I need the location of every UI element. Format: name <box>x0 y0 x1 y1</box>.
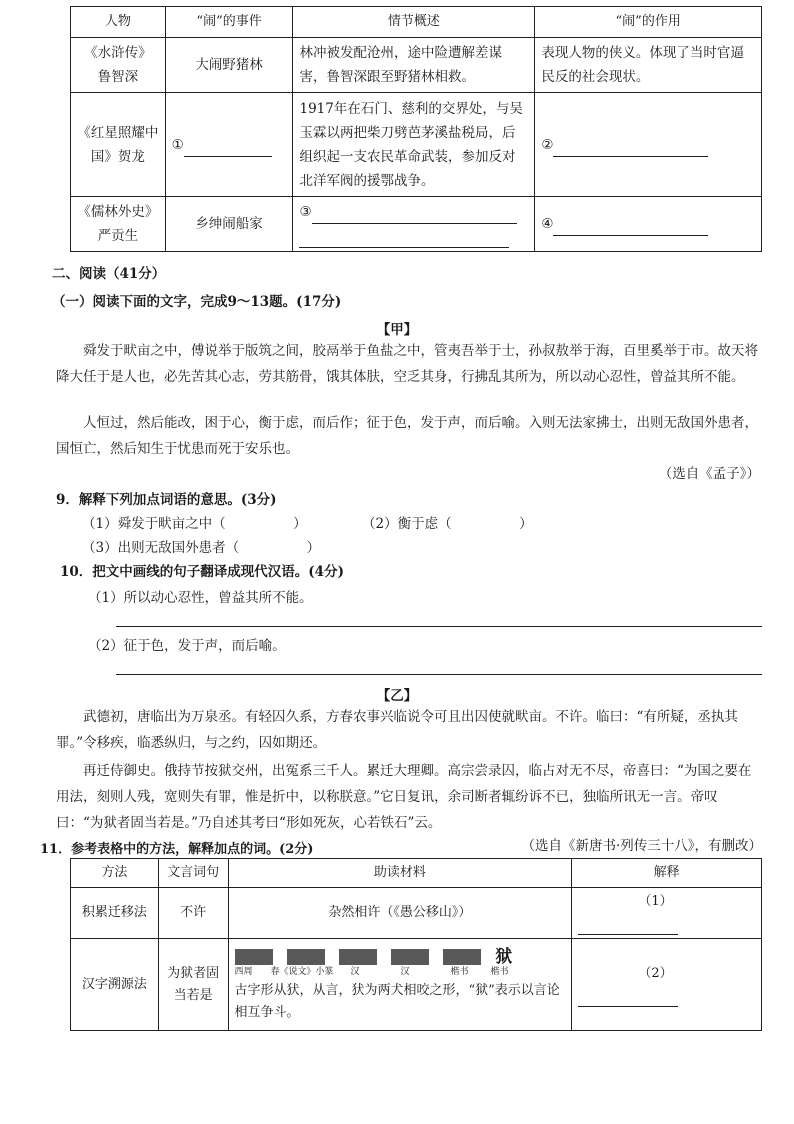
question-10-b: （2）征于色，发于声，而后喻。 <box>88 638 286 654</box>
question-9-c: （3）出则无敌国外患者（ ） <box>82 540 321 556</box>
effect-cell: 表现人物的侠义。体现了当时官逼民反的社会现状。 <box>535 38 762 93</box>
yi-p1-text: 武德初，唐临出为万泉丞。有轻囚久系，方春农事兴临说令可且出囚使就畎亩。不许。临曰：“有所疑，丞执其罪。”令移疾，临悉纵归，与之约，囚如期还。 <box>56 709 738 751</box>
answer-cell <box>572 888 762 939</box>
event-cell <box>165 93 293 197</box>
table-row <box>71 38 762 93</box>
answer-blank-3b[interactable] <box>299 233 509 248</box>
method-cell: 汉字溯源法 <box>71 939 159 1031</box>
answer-label: （2） <box>638 965 673 981</box>
summary-cell <box>293 197 535 252</box>
yi-title: 【乙】 <box>376 688 418 704</box>
header-cell: 解释 <box>572 859 762 888</box>
glyph-image <box>391 949 429 965</box>
glyph-labels: 西周 春《说文》小篆 汉 汉 楷书 楷书 <box>234 966 509 977</box>
person-cell: 《儒林外史》 严贡生 <box>71 197 166 252</box>
material-cell <box>228 939 572 1031</box>
table-header-row <box>71 7 762 38</box>
question-9-stem: 9．解释下列加点词语的意思。(3分) <box>56 492 277 508</box>
yi-paragraph-2 <box>56 758 764 838</box>
question-10-stem: 10．把文中画线的句子翻译成现代汉语。(4分) <box>60 564 344 580</box>
ancient-glyph-strip <box>235 946 566 966</box>
answer-cell <box>572 939 762 1031</box>
blank-label: ① <box>171 136 184 153</box>
novel-events-table <box>70 6 762 252</box>
glyph-image <box>287 949 325 965</box>
answer-blank[interactable] <box>578 992 678 1007</box>
event-cell: 乡绅闹船家 <box>165 197 293 252</box>
blank-label: ④ <box>541 216 554 232</box>
blank-label: ② <box>541 136 554 153</box>
summary-cell: 1917年在石门、慈利的交界处，与吴玉霖以两把柴刀劈芭茅溪盐税局，后组织起一支农民革命武装，参加反对北洋军阀的援鄂战争。 <box>293 93 535 197</box>
header-cell: 情节概述 <box>293 7 535 38</box>
question-9-b: （2）衡于虑（ ） <box>362 516 533 532</box>
summary-cell: 林冲被发配沧州，途中险遭解差谋害，鲁智深跟至野猪林相救。 <box>293 38 535 93</box>
glyph-image <box>235 949 273 965</box>
answer-blank-4[interactable] <box>553 221 708 236</box>
answer-blank-3[interactable] <box>312 209 517 224</box>
jia-paragraph-2 <box>56 410 764 462</box>
header-cell: 方法 <box>71 859 159 888</box>
yi-p2-text: 再迁侍御史。俄持节按狱交州，出冤系三千人。累迁大理卿。高宗尝录囚，临占对无不尽，帝喜曰：“为国之要在用法，刻则人残，宽则失有罪，惟是折中，以称朕意。”它日复讯，余司断者辄纷诉不已，独临所讯无一言。帝叹曰：“为狱者固当若是。”乃自述其考曰“形如死灰，心若铁石”云。 <box>56 763 752 831</box>
jia-paragraph-1 <box>56 338 764 416</box>
answer-label: （1） <box>638 894 673 909</box>
header-cell: “闹”的作用 <box>535 7 762 38</box>
answer-blank-1[interactable] <box>184 142 272 157</box>
question-10-a: （1）所以动心忍性，曾益其所不能。 <box>88 590 313 606</box>
effect-cell <box>535 197 762 252</box>
table-row <box>71 197 762 252</box>
header-cell: 助读材料 <box>228 859 572 888</box>
header-cell: 文言词句 <box>158 859 228 888</box>
jia-title: 【甲】 <box>376 322 418 338</box>
glyph-image <box>443 949 481 965</box>
phrase-cell: 为狱者固 当若是 <box>158 939 228 1031</box>
jia-p2-text: 人恒过，然后能改，困于心，衡于虑，而后作；征于色，发于声，而后喻。入则无法家拂士，出则无敌国外患者，国恒亡，然后知生于忧患而死于安乐也。 <box>56 415 758 457</box>
effect-cell <box>535 93 762 197</box>
answer-blank[interactable] <box>578 920 678 935</box>
answer-line[interactable] <box>116 626 762 627</box>
person-cell: 《水浒传》 鲁智深 <box>71 38 166 93</box>
jia-p1-text: 舜发于畎亩之中，傅说举于版筑之间，胶鬲举于鱼盐之中，管夷吾举于士，孙叔敖举于海，百里奚举于市。故天将降大任于是人也，必先苦其心志，劳其筋骨，饿其体肤，空乏其身，行拂乱其所为，所以动心忍性，曾益其所不能。 <box>56 343 758 385</box>
method-table <box>70 858 762 1031</box>
yi-source: （选自《新唐书·列传三十八》，有删改） <box>521 838 762 854</box>
header-cell: 人物 <box>71 7 166 38</box>
answer-line[interactable] <box>116 674 762 675</box>
section-title: 二、阅读（41分） <box>52 266 166 282</box>
table-row <box>71 939 762 1031</box>
person-cell: 《红星照耀中 国》贺龙 <box>71 93 166 197</box>
table-row <box>71 888 762 939</box>
question-11-stem: 11．参考表格中的方法，解释加点的词。(2分) <box>40 842 314 857</box>
table-row <box>71 93 762 197</box>
yi-paragraph-1 <box>56 704 764 758</box>
glyph-image <box>339 949 377 965</box>
jia-source: （选自《孟子》） <box>658 466 760 482</box>
glyph-final: 狱 <box>495 946 513 967</box>
part-title: （一）阅读下面的文字，完成9～13题。(17分) <box>52 294 342 310</box>
answer-blank-2[interactable] <box>553 142 708 157</box>
material-cell: 杂然相许（《愚公移山》） <box>228 888 572 939</box>
event-cell: 大闹野猪林 <box>165 38 293 93</box>
header-cell: “闹”的事件 <box>165 7 293 38</box>
table-header-row <box>71 859 762 888</box>
phrase-cell: 不许 <box>158 888 228 939</box>
material-text: 古字形从犾，从言，犾为两犬相咬之形，“狱”表示以言论相互争斗。 <box>234 982 560 1020</box>
blank-label: ③ <box>299 204 312 220</box>
method-cell: 积累迁移法 <box>71 888 159 939</box>
question-9-a: （1）舜发于畎亩之中（ ） <box>82 516 307 532</box>
